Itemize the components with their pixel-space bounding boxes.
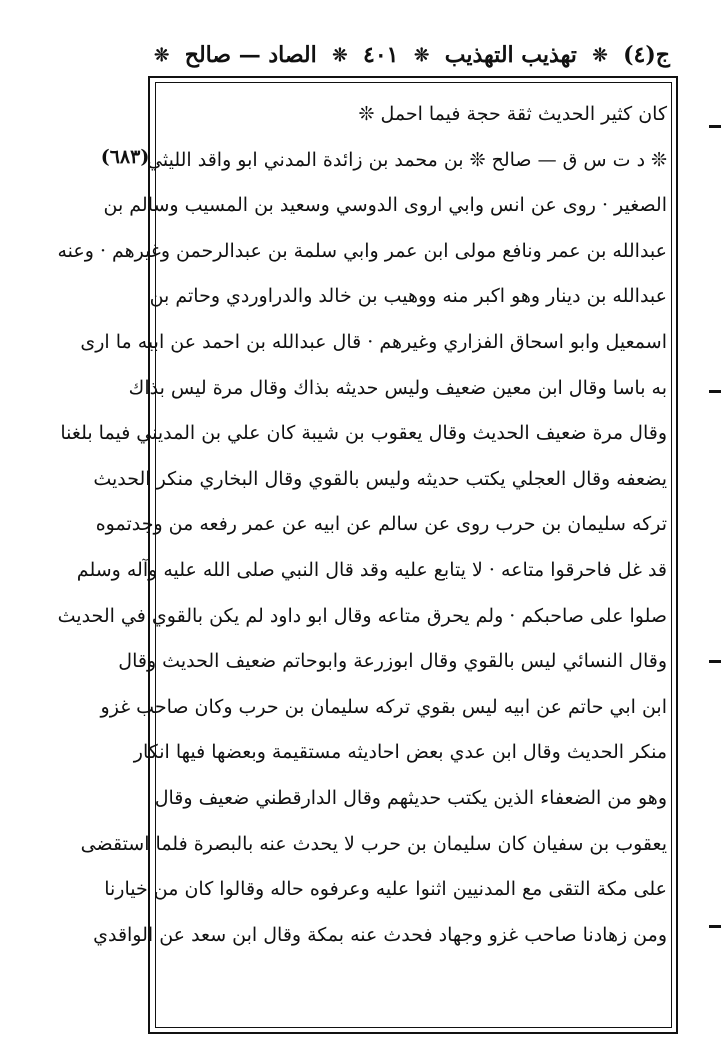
volume-label: ج(٤) <box>623 42 670 68</box>
text-line: ❊ د ت س ق — صالح ❊ بن محمد بن زائدة المدني ابو واقد الليثي <box>147 148 667 171</box>
text-line: به باسا وقال ابن معين ضعيف وليس حديثه بذاك وقال مرة ليس بذاك <box>128 376 667 399</box>
text-line: وهو من الضعفاء الذين يكتب حديثهم وقال الدارقطني ضعيف وقال <box>154 786 667 809</box>
margin-mark <box>709 660 721 663</box>
section-label: الصاد — صالح <box>184 42 317 68</box>
page-number: ٤٠١ <box>363 42 399 68</box>
text-line: وقال مرة ضعيف الحديث وقال يعقوب بن شيبة كان علي بن المديني فيما بلغنا <box>60 422 667 445</box>
book-title: تهذيب التهذيب <box>444 42 577 68</box>
text-line: عبدالله بن دينار وهو اكبر منه ووهيب بن خالد والدراوردي وحاتم بن <box>149 285 667 308</box>
entry-number: (٦٨٣) <box>100 146 150 168</box>
text-line: صلوا على صاحبكم · ولم يحرق متاعه وقال ابو داود لم يكن بالقوي في الحديث <box>57 604 667 627</box>
ornament-icon: ❊ <box>332 44 348 66</box>
text-line: منكر الحديث وقال ابن عدي بعض احاديثه مستقيمة وبعضها فيها انكار <box>133 741 667 764</box>
text-line: كان كثير الحديث ثقة حجة فيما احمل ❊ <box>358 103 667 125</box>
ornament-icon: ❊ <box>154 44 170 66</box>
text-line: ابن ابي حاتم عن ابيه ليس بقوي تركه سليمان بن حرب وكان صاحب غزو <box>100 695 667 718</box>
text-line: على مكة التقى مع المدنيين اثنوا عليه وعرفوه حاله وقالوا كان من خيارنا <box>104 878 667 901</box>
text-line: عبدالله بن عمر ونافع مولى ابن عمر وابي سلمة بن عبدالرحمن وغيرهم · وعنه <box>57 239 667 262</box>
margin-mark <box>709 390 721 393</box>
text-line: يعقوب بن سفيان كان سليمان بن حرب لا يحدث عنه بالبصرة فلما استقضى <box>80 832 667 855</box>
ornament-icon: ❊ <box>414 44 430 66</box>
text-line: وقال النسائي ليس بالقوي وقال ابوزرعة وابوحاتم ضعيف الحديث وقال <box>118 650 667 673</box>
text-line: تركه سليمان بن حرب روى عن سالم عن ابيه عن عمر رفعه من وجدتموه <box>95 513 667 536</box>
text-line: ومن زهادنا صاحب غزو وجهاد فحدث عنه بمكة وقال ابن سعد عن الواقدي <box>93 923 667 946</box>
text-line: الصغير · روى عن انس وابي اروى الدوسي وسعيد بن المسيب وسالم بن <box>103 194 667 217</box>
text-line: اسمعيل وابو اسحاق الفزاري وغيرهم · قال عبدالله بن احمد عن ابيه ما ارى <box>80 330 667 353</box>
margin-mark <box>709 125 721 128</box>
ornament-icon: ❊ <box>592 44 608 66</box>
margin-mark <box>709 925 721 928</box>
page-header <box>150 36 670 74</box>
text-line: قد غل فاحرقوا متاعه · لا يتابع عليه وقد قال النبي صلى الله عليه وآله وسلم <box>76 558 667 581</box>
text-line: يضعفه وقال العجلي يكتب حديثه وليس بالقوي وقال البخاري منكر الحديث <box>93 467 667 490</box>
